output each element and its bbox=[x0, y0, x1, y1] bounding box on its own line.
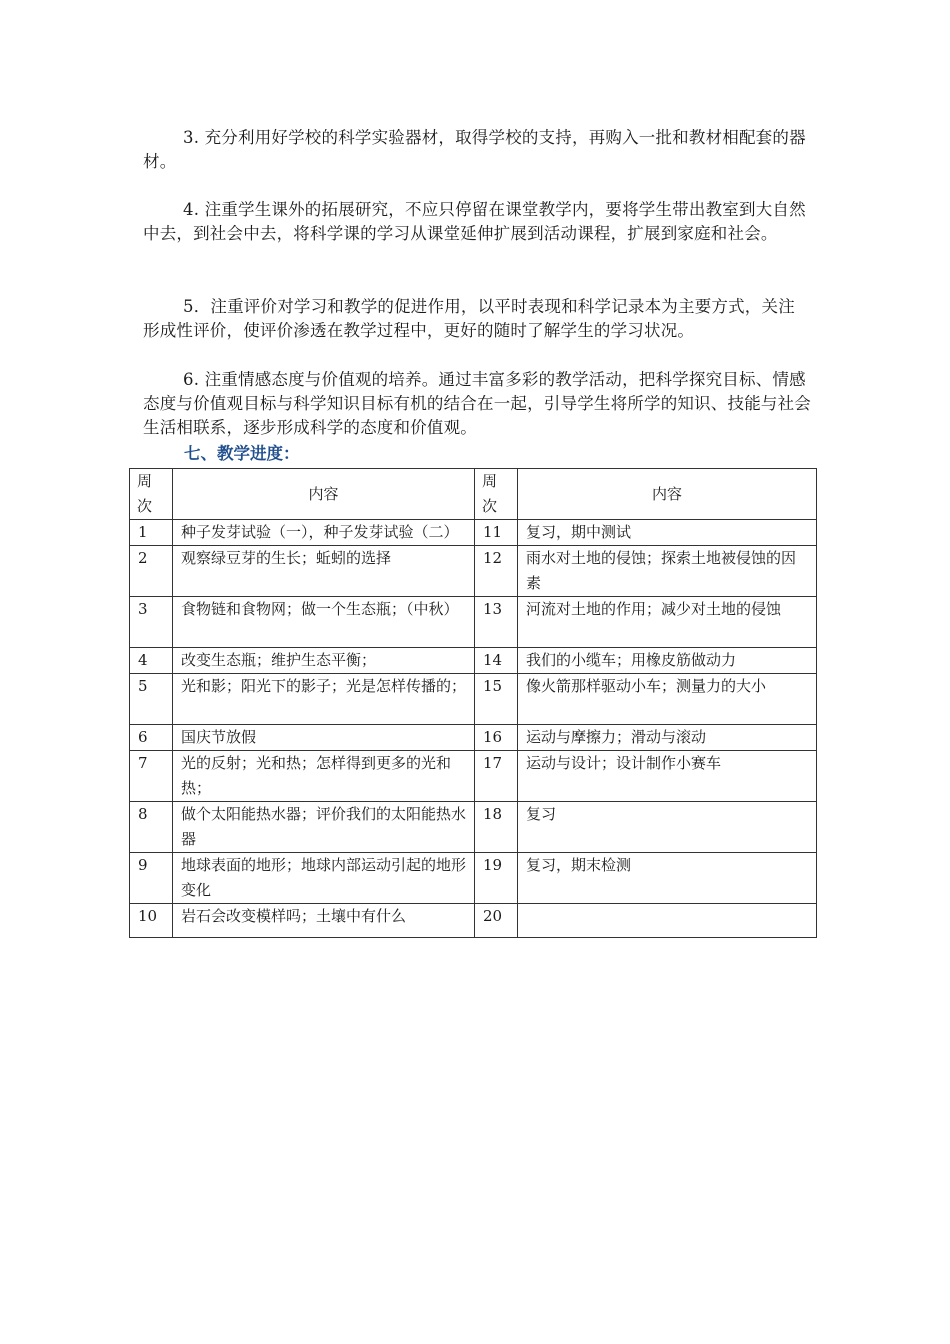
paragraph-item-6: 6. 注重情感态度与价值观的培养。通过丰富多彩的教学活动，把科学探究目标、情感态度与价值观目标与科学知识目标有机的结合在一起，引导学生将所学的知识、技能与社会生活相联系，逐步形成科学的态度和价值观。 bbox=[143, 370, 811, 437]
content-cell: 地球表面的地形；地球内部运动引起的地形变化 bbox=[173, 853, 475, 904]
week-number-cell: 3 bbox=[130, 597, 173, 648]
content-cell bbox=[518, 904, 817, 938]
teaching-schedule-table bbox=[129, 468, 817, 938]
week-number-cell: 12 bbox=[475, 546, 518, 597]
table-row bbox=[130, 802, 817, 853]
week-number-cell: 17 bbox=[475, 751, 518, 802]
week-number-cell: 16 bbox=[475, 725, 518, 751]
paragraph-item-3: 3. 充分利用好学校的科学实验器材，取得学校的支持，再购入一批和教材相配套的器材。 bbox=[143, 128, 806, 171]
content-cell: 复习，期末检测 bbox=[518, 853, 817, 904]
section-heading-teaching-schedule: 七、教学进度： bbox=[184, 444, 300, 463]
paragraph-item-4: 4. 注重学生课外的拓展研究，不应只停留在课堂教学内，要将学生带出教室到大自然中去，到社会中去，将科学课的学习从课堂延伸扩展到活动课程，扩展到家庭和社会。 bbox=[143, 200, 806, 243]
week-number-cell: 8 bbox=[130, 802, 173, 853]
week-number-cell: 5 bbox=[130, 674, 173, 725]
content-cell: 光的反射；光和热；怎样得到更多的光和热； bbox=[173, 751, 475, 802]
column-header-week-2: 周次 bbox=[475, 469, 518, 520]
content-cell: 国庆节放假 bbox=[173, 725, 475, 751]
week-number-cell: 14 bbox=[475, 648, 518, 674]
content-cell: 运动与摩擦力；滑动与滚动 bbox=[518, 725, 817, 751]
week-number-cell: 20 bbox=[475, 904, 518, 938]
table-row bbox=[130, 597, 817, 648]
content-cell: 像火箭那样驱动小车；测量力的大小 bbox=[518, 674, 817, 725]
content-cell: 食物链和食物网；做一个生态瓶；（中秋） bbox=[173, 597, 475, 648]
week-number-cell: 13 bbox=[475, 597, 518, 648]
table-row bbox=[130, 546, 817, 597]
content-cell: 岩石会改变模样吗；土壤中有什么 bbox=[173, 904, 475, 938]
week-number-cell: 15 bbox=[475, 674, 518, 725]
week-number-cell: 2 bbox=[130, 546, 173, 597]
content-cell: 复习，期中测试 bbox=[518, 520, 817, 546]
table-row bbox=[130, 648, 817, 674]
week-number-cell: 19 bbox=[475, 853, 518, 904]
table-row bbox=[130, 853, 817, 904]
week-number-cell: 10 bbox=[130, 904, 173, 938]
week-number-cell: 4 bbox=[130, 648, 173, 674]
week-number-cell: 9 bbox=[130, 853, 173, 904]
table-header-row bbox=[130, 469, 817, 520]
content-cell: 改变生态瓶；维护生态平衡； bbox=[173, 648, 475, 674]
content-cell: 我们的小缆车；用橡皮筋做动力 bbox=[518, 648, 817, 674]
content-cell: 运动与设计；设计制作小赛车 bbox=[518, 751, 817, 802]
week-number-cell: 18 bbox=[475, 802, 518, 853]
column-header-week-1: 周次 bbox=[130, 469, 173, 520]
week-number-cell: 6 bbox=[130, 725, 173, 751]
table-row bbox=[130, 725, 817, 751]
content-cell: 做个太阳能热水器；评价我们的太阳能热水器 bbox=[173, 802, 475, 853]
table-row bbox=[130, 674, 817, 725]
content-cell: 光和影；阳光下的影子；光是怎样传播的； bbox=[173, 674, 475, 725]
content-cell: 复习 bbox=[518, 802, 817, 853]
paragraph-item-5: 5．注重评价对学习和教学的促进作用，以平时表现和科学记录本为主要方式，关注形成性评价，使评价渗透在教学过程中，更好的随时了解学生的学习状况。 bbox=[143, 297, 795, 340]
table-row bbox=[130, 751, 817, 802]
week-number-cell: 7 bbox=[130, 751, 173, 802]
week-number-cell: 11 bbox=[475, 520, 518, 546]
table-row bbox=[130, 520, 817, 546]
content-cell: 河流对土地的作用；减少对土地的侵蚀 bbox=[518, 597, 817, 648]
week-number-cell: 1 bbox=[130, 520, 173, 546]
column-header-content-1: 内容 bbox=[173, 469, 475, 520]
table-row bbox=[130, 904, 817, 938]
column-header-content-2: 内容 bbox=[518, 469, 817, 520]
content-cell: 观察绿豆芽的生长；蚯蚓的选择 bbox=[173, 546, 475, 597]
content-cell: 雨水对土地的侵蚀；探索土地被侵蚀的因素 bbox=[518, 546, 817, 597]
content-cell: 种子发芽试验（一），种子发芽试验（二） bbox=[173, 520, 475, 546]
